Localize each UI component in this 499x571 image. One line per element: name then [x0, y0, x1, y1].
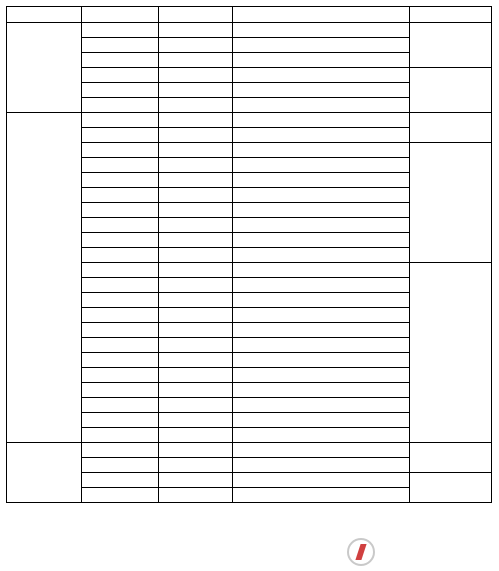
- event-description-cell: [233, 188, 410, 203]
- event-number-cell: [159, 158, 233, 173]
- event-number-cell: [159, 218, 233, 233]
- event-category-cell: [410, 23, 492, 68]
- in-group-priority-cell: [82, 308, 159, 323]
- in-group-priority-cell: [82, 473, 159, 488]
- in-group-priority-cell: [82, 488, 159, 503]
- event-description-cell: [233, 158, 410, 173]
- event-description-cell: [233, 413, 410, 428]
- in-group-priority-cell: [82, 293, 159, 308]
- in-group-priority-cell: [82, 338, 159, 353]
- event-number-cell: [159, 113, 233, 128]
- table-row: [7, 443, 492, 458]
- event-description-cell: [233, 113, 410, 128]
- in-group-priority-cell: [82, 68, 159, 83]
- event-description-cell: [233, 473, 410, 488]
- lightning-logo-icon: [347, 538, 375, 566]
- event-description-cell: [233, 338, 410, 353]
- event-number-cell: [159, 263, 233, 278]
- in-group-priority-cell: [82, 353, 159, 368]
- event-description-cell: [233, 353, 410, 368]
- priority-group-cell: [7, 113, 82, 443]
- header-event-description: [233, 7, 410, 23]
- event-number-cell: [159, 488, 233, 503]
- event-description-cell: [233, 323, 410, 338]
- in-group-priority-cell: [82, 263, 159, 278]
- header-event-category: [410, 7, 492, 23]
- event-number-cell: [159, 53, 233, 68]
- event-number-cell: [159, 173, 233, 188]
- event-description-cell: [233, 428, 410, 443]
- event-number-cell: [159, 443, 233, 458]
- header-row: [7, 7, 492, 23]
- in-group-priority-cell: [82, 218, 159, 233]
- event-description-cell: [233, 383, 410, 398]
- event-number-cell: [159, 398, 233, 413]
- event-number-cell: [159, 143, 233, 158]
- event-description-cell: [233, 443, 410, 458]
- in-group-priority-cell: [82, 368, 159, 383]
- in-group-priority-cell: [82, 278, 159, 293]
- in-group-priority-cell: [82, 98, 159, 113]
- in-group-priority-cell: [82, 323, 159, 338]
- event-description-cell: [233, 233, 410, 248]
- event-category-cell: [410, 143, 492, 263]
- event-description-cell: [233, 398, 410, 413]
- in-group-priority-cell: [82, 188, 159, 203]
- site-watermark: [347, 535, 497, 569]
- event-number-cell: [159, 98, 233, 113]
- in-group-priority-cell: [82, 113, 159, 128]
- priority-group-cell: [7, 443, 82, 503]
- event-description-cell: [233, 368, 410, 383]
- in-group-priority-cell: [82, 398, 159, 413]
- in-group-priority-cell: [82, 428, 159, 443]
- in-group-priority-cell: [82, 458, 159, 473]
- in-group-priority-cell: [82, 233, 159, 248]
- event-description-cell: [233, 23, 410, 38]
- priority-group-cell: [7, 23, 82, 113]
- in-group-priority-cell: [82, 53, 159, 68]
- event-description-cell: [233, 248, 410, 263]
- event-number-cell: [159, 428, 233, 443]
- event-number-cell: [159, 413, 233, 428]
- in-group-priority-cell: [82, 128, 159, 143]
- event-description-cell: [233, 173, 410, 188]
- event-category-cell: [410, 68, 492, 113]
- event-category-cell: [410, 443, 492, 473]
- event-description-cell: [233, 203, 410, 218]
- in-group-priority-cell: [82, 83, 159, 98]
- event-number-cell: [159, 353, 233, 368]
- event-category-cell: [410, 263, 492, 443]
- in-group-priority-cell: [82, 38, 159, 53]
- in-group-priority-cell: [82, 248, 159, 263]
- in-group-priority-cell: [82, 173, 159, 188]
- table-row: [7, 113, 492, 128]
- header-in-group-priority: [82, 7, 159, 23]
- event-number-cell: [159, 83, 233, 98]
- event-number-cell: [159, 233, 233, 248]
- in-group-priority-cell: [82, 203, 159, 218]
- interrupt-priority-table: [6, 6, 492, 503]
- event-description-cell: [233, 143, 410, 158]
- event-description-cell: [233, 218, 410, 233]
- event-number-cell: [159, 323, 233, 338]
- event-number-cell: [159, 293, 233, 308]
- event-description-cell: [233, 38, 410, 53]
- event-number-cell: [159, 248, 233, 263]
- in-group-priority-cell: [82, 143, 159, 158]
- event-description-cell: [233, 263, 410, 278]
- event-number-cell: [159, 203, 233, 218]
- event-number-cell: [159, 128, 233, 143]
- event-description-cell: [233, 293, 410, 308]
- event-number-cell: [159, 338, 233, 353]
- event-number-cell: [159, 278, 233, 293]
- header-priority-group: [7, 7, 82, 23]
- event-description-cell: [233, 128, 410, 143]
- in-group-priority-cell: [82, 23, 159, 38]
- event-number-cell: [159, 188, 233, 203]
- event-description-cell: [233, 458, 410, 473]
- event-category-cell: [410, 113, 492, 143]
- event-description-cell: [233, 488, 410, 503]
- event-number-cell: [159, 383, 233, 398]
- event-description-cell: [233, 68, 410, 83]
- event-description-cell: [233, 53, 410, 68]
- event-number-cell: [159, 308, 233, 323]
- event-number-cell: [159, 68, 233, 83]
- header-event-number: [159, 7, 233, 23]
- event-number-cell: [159, 38, 233, 53]
- event-description-cell: [233, 83, 410, 98]
- event-description-cell: [233, 98, 410, 113]
- event-category-cell: [410, 473, 492, 503]
- event-description-cell: [233, 308, 410, 323]
- event-description-cell: [233, 278, 410, 293]
- event-number-cell: [159, 23, 233, 38]
- in-group-priority-cell: [82, 413, 159, 428]
- in-group-priority-cell: [82, 158, 159, 173]
- in-group-priority-cell: [82, 383, 159, 398]
- event-number-cell: [159, 473, 233, 488]
- table-row: [7, 23, 492, 38]
- in-group-priority-cell: [82, 443, 159, 458]
- event-number-cell: [159, 368, 233, 383]
- event-number-cell: [159, 458, 233, 473]
